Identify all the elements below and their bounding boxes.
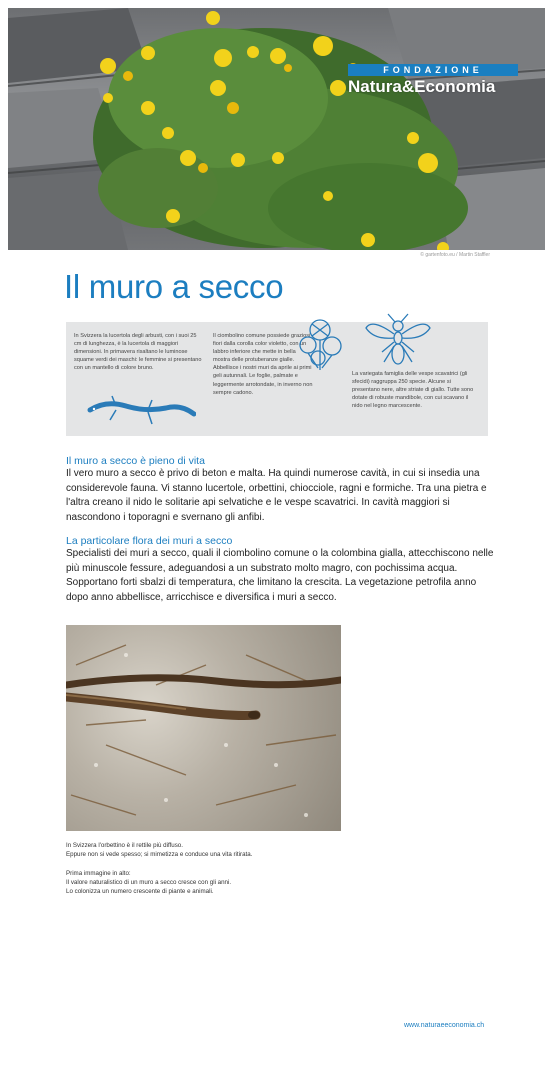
lizard-illustration	[86, 390, 196, 430]
slow-worm-photo	[66, 625, 341, 831]
section2-text: Specialisti dei muri a secco, quali il ciombolino comune o la colombina gialla, attecchiscono nelle più minuscole fessure, adeguandosi a un substrato molto magro, con pochissima acqua. Sopportano forti sbalzi di temperatura, che limitano la crescita. La vegetazione petrofila anno dopo anno abbellisce, arricchisce e diversifica i muri a secco.	[66, 548, 494, 603]
hero-photo	[8, 8, 545, 250]
section1-heading: Il muro a secco è pieno di vita	[66, 455, 205, 467]
logo-bottom-text: Natura&Economia	[348, 77, 496, 96]
caption-line-3: Prima immagine in alto:	[66, 869, 131, 877]
info-box	[66, 322, 488, 436]
caption-line-5: Lo colonizza un numero crescente di piante e animali.	[66, 888, 214, 896]
info-col-lizard: In Svizzera la lucertola degli arbusti, con i suoi 25 cm di lunghezza, è la lucertola di maggiori dimensioni. In primavera risaltano le luminose squame verdi dei maschi: le femmine si presentano con un mantello di colore bruno.	[74, 333, 202, 372]
slow-worm-image	[66, 625, 341, 831]
stone-wall-flowers-image	[8, 8, 545, 250]
info-col-wasp: La variegata famiglia delle vespe scavatrici (gli sfecidi) raggruppa 250 specie. Alcune si presentano nere, altre striate di giallo. Tutte sono dotate di robuste mandibole, con cui scavano il nido nel legno marcescente.	[352, 371, 474, 410]
caption-line-4: Il valore naturalistico di un muro a secco cresce con gli anni.	[66, 878, 232, 886]
website-link[interactable]: www.naturaeeconomia.ch	[404, 1022, 485, 1029]
caption-line-2: Eppure non si vede spesso; si mimetizza e conduce una vita ritirata.	[66, 851, 253, 859]
section1-text: Il vero muro a secco è privo di beton e malta. Ha quindi numerose cavità, in cui si insedia una considerevole fauna. Vi stanno lucertole, orbettini, chiocciole, ragni e formiche. Tra una pietra e l'altra creano il nido le solitarie api selvatiche e le vespe scavatrici. In cavità maggiori si nascondono i toporagni e svernano gli anfibi.	[66, 468, 487, 523]
logo-top-text: FONDAZIONE	[348, 64, 518, 76]
wasp-illustration	[362, 312, 434, 368]
photo-caption	[66, 841, 366, 896]
caption-line-1: In Svizzera l'orbettino è il rettile più diffuso.	[66, 842, 183, 849]
page-title: Il muro a secco	[64, 268, 284, 305]
plant-illustration	[290, 310, 350, 372]
section2-heading: La particolare flora dei muri a secco	[66, 535, 233, 547]
info-col-plant: Il ciombolino comune possiede graziosi fiori dalla corolla color violetto, con un labbro inferiore che mette in bella mostra delle protuberanze gialle. Abbellisce i nostri muri da aprile ai primi geli autunnali. Le foglie, palmate e leggermente arrotondate, in inverno non sempre cadono.	[213, 333, 313, 396]
photo-credit: © gartenfoto.eu / Martin Staffler	[420, 252, 490, 258]
foundation-logo	[348, 64, 518, 97]
